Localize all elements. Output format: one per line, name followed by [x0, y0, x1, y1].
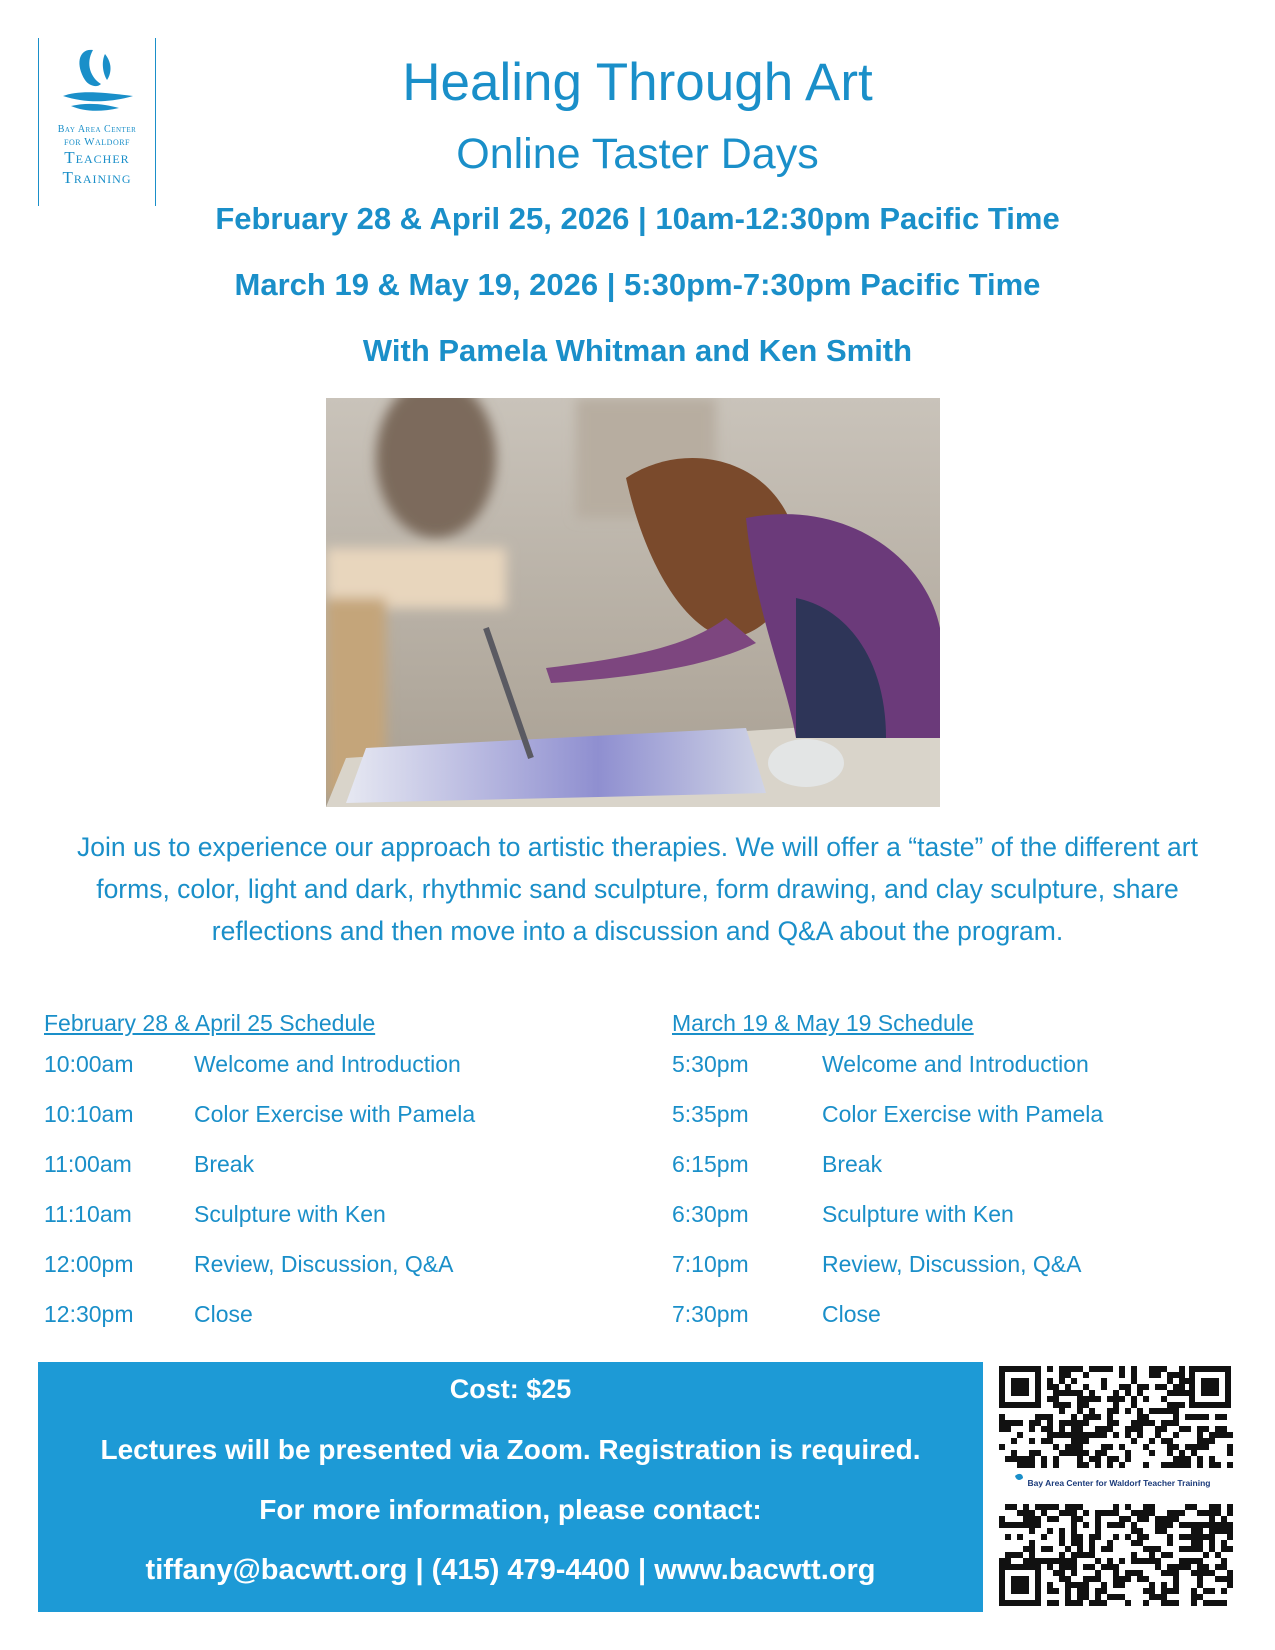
schedule-right	[672, 1010, 1232, 1351]
schedule-time: 6:30pm	[672, 1201, 749, 1227]
schedule-time: 11:00am	[44, 1151, 132, 1177]
schedule-activity: Color Exercise with Pamela	[194, 1101, 476, 1127]
logo-line-4: Training	[62, 167, 132, 187]
logo-line-2: for Waldorf	[64, 135, 130, 148]
qr-code[interactable]	[995, 1362, 1235, 1610]
qr-code-icon	[995, 1362, 1235, 1610]
schedule-row	[44, 1301, 604, 1351]
schedule-activity: Break	[822, 1151, 883, 1177]
schedule-row	[672, 1151, 1232, 1201]
schedule-right-heading: March 19 & May 19 Schedule	[672, 1010, 974, 1036]
date-line-1: February 28 & April 25, 2026 | 10am-12:30pm Pacific Time	[215, 201, 1060, 236]
schedule-row	[672, 1051, 1232, 1101]
schedule-activity: Review, Discussion, Q&A	[822, 1251, 1082, 1277]
schedule-time: 12:00pm	[44, 1251, 134, 1277]
cost-text: Cost: $25	[449, 1374, 572, 1404]
schedule-activity: Welcome and Introduction	[194, 1051, 461, 1077]
page-subtitle: Online Taster Days	[456, 130, 819, 178]
schedule-activity: Color Exercise with Pamela	[822, 1101, 1104, 1127]
intro-paragraph: Join us to experience our approach to artistic therapies. We will offer a “taste” of the different art forms, color, light and dark, rhythmic sand sculpture, form drawing, and clay sculpture, share reflections and then move into a discussion and Q&A about the program.	[77, 832, 1198, 946]
schedule-row	[44, 1051, 604, 1101]
schedule-time: 6:15pm	[672, 1151, 749, 1177]
schedule-time: 5:35pm	[672, 1101, 749, 1127]
schedule-time: 7:30pm	[672, 1301, 749, 1327]
presenters-line: With Pamela Whitman and Ken Smith	[362, 333, 913, 368]
qr-caption: Bay Area Center for Waldorf Teacher Training	[1027, 1478, 1211, 1488]
contact-prompt: For more information, please contact:	[259, 1494, 762, 1525]
logo-line-3: Teacher	[64, 148, 130, 168]
contact-line[interactable]: tiffany@bacwtt.org | (415) 479-4400 | www.bacwtt.org	[145, 1554, 876, 1586]
schedule-row	[672, 1301, 1232, 1351]
schedule-row	[44, 1251, 604, 1301]
schedule-activity: Break	[194, 1151, 255, 1177]
schedule-time: 7:10pm	[672, 1251, 749, 1277]
schedule-activity: Close	[822, 1301, 881, 1327]
page-title: Healing Through Art	[402, 53, 873, 112]
schedule-row	[44, 1101, 604, 1151]
date-line-2: March 19 & May 19, 2026 | 5:30pm-7:30pm Pacific Time	[234, 267, 1041, 302]
schedule-activity: Close	[194, 1301, 253, 1327]
zoom-note: Lectures will be presented via Zoom. Registration is required.	[100, 1434, 921, 1465]
schedule-activity: Review, Discussion, Q&A	[194, 1251, 454, 1277]
schedule-activity: Sculpture with Ken	[194, 1201, 386, 1227]
schedule-row	[44, 1151, 604, 1201]
schedule-activity: Sculpture with Ken	[822, 1201, 1014, 1227]
schedule-row	[672, 1251, 1232, 1301]
info-box	[38, 1362, 983, 1612]
schedule-row	[672, 1101, 1232, 1151]
schedule-time: 10:10am	[44, 1101, 134, 1127]
schedule-time: 12:30pm	[44, 1301, 134, 1327]
schedule-time: 11:10am	[44, 1201, 132, 1227]
schedule-activity: Welcome and Introduction	[822, 1051, 1089, 1077]
painting-photo	[326, 398, 940, 807]
logo-line-1: Bay Area Center	[57, 124, 137, 135]
schedule-row	[44, 1201, 604, 1251]
schedule-left	[44, 1010, 604, 1351]
schedule-time: 5:30pm	[672, 1051, 749, 1077]
schedule-row	[672, 1201, 1232, 1251]
schedule-time: 10:00am	[44, 1051, 134, 1077]
schedule-left-heading: February 28 & April 25 Schedule	[44, 1010, 376, 1036]
